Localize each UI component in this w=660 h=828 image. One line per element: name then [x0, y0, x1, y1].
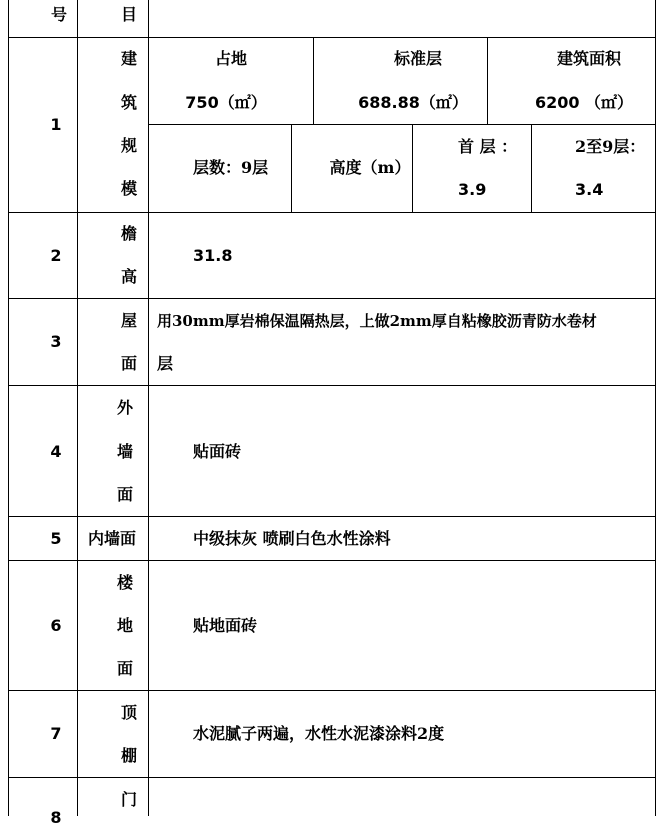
row-line — [8, 37, 655, 38]
first-floor-label: 首 层 ： — [458, 137, 518, 156]
roof-description-cont: 层 — [157, 354, 174, 373]
item-char: 面 — [120, 354, 138, 373]
row-number: 7 — [50, 724, 62, 743]
upper-floors-height: 3.4 — [575, 180, 604, 199]
col-line — [487, 37, 488, 124]
floor-count: 层数：9层 — [193, 158, 269, 177]
item-char: 外 — [116, 398, 134, 417]
col-line — [148, 0, 149, 816]
item-char: 模 — [120, 179, 138, 198]
row-line — [148, 124, 655, 125]
ceiling-finish: 水泥腻子两遍，水性水泥漆涂料2度 — [193, 724, 445, 743]
row-number: 2 — [50, 246, 62, 265]
eave-height-value: 31.8 — [193, 246, 233, 265]
col-line — [531, 124, 532, 212]
col-line — [313, 37, 314, 124]
item-label: 内墙面 — [87, 529, 137, 548]
roof-description: 用30mm厚岩棉保温隔热层，上做2mm厚自粘橡胶沥青防水卷材 — [157, 312, 597, 330]
item-char: 墙 — [116, 442, 134, 461]
row-number: 4 — [50, 442, 62, 461]
item-char: 地 — [116, 616, 134, 635]
item-char: 顶 — [120, 703, 138, 722]
row-line — [8, 560, 655, 561]
land-label: 占地 — [214, 49, 248, 68]
standard-floor-label: 标准层 — [393, 49, 443, 68]
height-label: 高度（m） — [329, 158, 411, 177]
item-char: 面 — [116, 485, 134, 504]
row-number: 8 — [50, 808, 62, 827]
item-char: 檐 — [120, 224, 138, 243]
row-line — [8, 690, 655, 691]
item-char: 棚 — [120, 746, 138, 765]
floor-finish: 贴地面砖 — [193, 616, 258, 635]
col-line — [8, 0, 9, 816]
header-number: 号 — [50, 5, 68, 24]
item-char: 屋 — [120, 311, 138, 330]
col-line — [655, 0, 656, 816]
row-line — [8, 212, 655, 213]
col-line — [77, 0, 78, 816]
first-floor-height: 3.9 — [458, 180, 487, 199]
item-char: 建 — [120, 49, 138, 68]
standard-floor-value: 688.88（㎡） — [358, 93, 468, 112]
exterior-wall-finish: 贴面砖 — [193, 442, 242, 461]
item-char: 楼 — [116, 573, 134, 592]
row-number: 6 — [50, 616, 62, 635]
row-number: 5 — [50, 529, 62, 548]
item-char: 门 — [120, 790, 138, 809]
row-line — [8, 298, 655, 299]
col-line — [291, 124, 292, 212]
col-line — [412, 124, 413, 212]
row-number: 1 — [50, 115, 62, 134]
item-char: 规 — [120, 136, 138, 155]
item-char: 筑 — [120, 93, 138, 112]
item-char: 面 — [116, 659, 134, 678]
interior-wall-finish: 中级抹灰 喷刷白色水性涂料 — [193, 529, 391, 548]
land-value: 750（㎡） — [185, 93, 267, 112]
row-line — [8, 516, 655, 517]
header-item: 目 — [120, 5, 138, 24]
row-number: 3 — [50, 332, 62, 351]
row-line — [8, 385, 655, 386]
row-line — [8, 777, 655, 778]
building-area-value: 6200 （㎡） — [534, 93, 634, 112]
upper-floors-label: 2至9层： — [575, 137, 646, 156]
building-area-label: 建筑面积 — [556, 49, 622, 68]
item-char: 高 — [120, 267, 138, 286]
